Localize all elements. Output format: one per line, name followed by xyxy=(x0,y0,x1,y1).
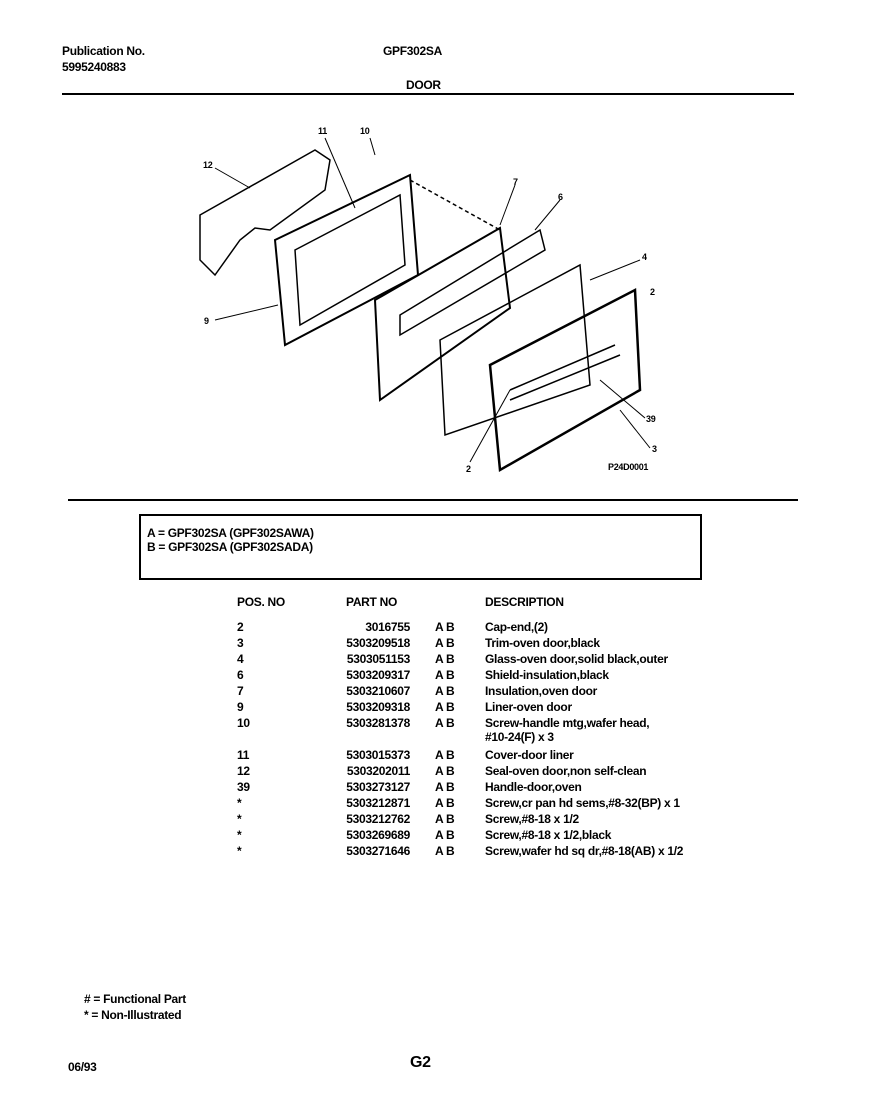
section-title: DOOR xyxy=(406,78,441,92)
model-applicability: A B xyxy=(435,716,455,730)
part-no: 5303273127 xyxy=(346,780,410,794)
model-applicability: A B xyxy=(435,700,455,714)
part-no: 5303209518 xyxy=(346,636,410,650)
pos-no: 39 xyxy=(237,780,250,794)
part-no: 3016755 xyxy=(365,620,410,634)
description: Shield-insulation,black xyxy=(485,668,609,682)
description: Screw,wafer hd sq dr,#8-18(AB) x 1/2 xyxy=(485,844,684,858)
table-header xyxy=(0,595,880,611)
part-no: 5303051153 xyxy=(346,652,410,666)
publication-number: 5995240883 xyxy=(62,60,126,74)
page-number: G2 xyxy=(410,1054,431,1071)
table-row xyxy=(0,844,880,860)
model-applicability: A B xyxy=(435,796,455,810)
pos-no: 11 xyxy=(237,748,250,762)
description: Screw,#8-18 x 1/2 xyxy=(485,812,579,826)
pos-no: * xyxy=(237,796,242,810)
table-row xyxy=(0,668,880,684)
pos-no: 3 xyxy=(237,636,244,650)
header-part: PART NO xyxy=(346,595,398,609)
callout-11: 11 xyxy=(318,126,327,136)
model-applicability: A B xyxy=(435,620,455,634)
model-key-b: B = GPF302SA (GPF302SADA) xyxy=(147,540,313,554)
model-applicability: A B xyxy=(435,764,455,778)
callout-6: 6 xyxy=(558,192,563,202)
model-number: GPF302SA xyxy=(383,44,442,58)
model-applicability: A B xyxy=(435,748,455,762)
legend-functional: # = Functional Part xyxy=(84,992,186,1006)
part-no: 5303212762 xyxy=(346,812,410,826)
header-pos: POS. NO xyxy=(237,595,285,609)
part-no: 5303212871 xyxy=(346,796,410,810)
table-row xyxy=(0,700,880,716)
part-no: 5303015373 xyxy=(346,748,410,762)
callout-4: 4 xyxy=(642,252,647,262)
table-row xyxy=(0,828,880,844)
description: Trim-oven door,black xyxy=(485,636,600,650)
publication-label: Publication No. xyxy=(62,44,145,58)
part-no: 5303209318 xyxy=(346,700,410,714)
part-no: 5303269689 xyxy=(346,828,410,842)
pos-no: 7 xyxy=(237,684,244,698)
header-divider xyxy=(62,93,794,95)
pos-no: * xyxy=(237,812,242,826)
model-applicability: A B xyxy=(435,780,455,794)
model-applicability: A B xyxy=(435,668,455,682)
part-no: 5303202011 xyxy=(346,764,410,778)
table-row xyxy=(0,780,880,796)
pos-no: 9 xyxy=(237,700,244,714)
model-applicability: A B xyxy=(435,652,455,666)
header-desc: DESCRIPTION xyxy=(485,595,564,609)
table-row xyxy=(0,764,880,780)
pos-no: 2 xyxy=(237,620,244,634)
model-applicability: A B xyxy=(435,828,455,842)
part-no: 5303281378 xyxy=(346,716,410,730)
callout-3: 3 xyxy=(652,444,657,454)
figure-id: P24D0001 xyxy=(608,462,649,472)
callout-9: 9 xyxy=(204,316,209,326)
model-applicability: A B xyxy=(435,812,455,826)
table-row xyxy=(0,716,880,744)
description: Screw-handle mtg,wafer head, xyxy=(485,716,650,730)
description: Insulation,oven door xyxy=(485,684,598,698)
part-no: 5303271646 xyxy=(346,844,410,858)
part-no: 5303210607 xyxy=(346,684,410,698)
callout-2b: 2 xyxy=(466,464,471,474)
door-exploded-diagram xyxy=(0,100,880,490)
model-applicability: A B xyxy=(435,684,455,698)
model-key-box xyxy=(139,514,702,580)
description: Glass-oven door,solid black,outer xyxy=(485,652,668,666)
table-row xyxy=(0,796,880,812)
pos-no: * xyxy=(237,828,242,842)
pos-no: * xyxy=(237,844,242,858)
table-row xyxy=(0,748,880,764)
table-row xyxy=(0,636,880,652)
description: Liner-oven door xyxy=(485,700,572,714)
description: Cap-end,(2) xyxy=(485,620,548,634)
pos-no: 6 xyxy=(237,668,244,682)
pos-no: 12 xyxy=(237,764,250,778)
table-row xyxy=(0,684,880,700)
callout-2: 2 xyxy=(650,287,655,297)
diagram-divider xyxy=(68,499,798,501)
callout-10: 10 xyxy=(360,126,370,136)
callout-39: 39 xyxy=(646,414,656,424)
callout-12: 12 xyxy=(203,160,213,170)
description: Seal-oven door,non self-clean xyxy=(485,764,647,778)
footer-date: 06/93 xyxy=(68,1060,97,1074)
pos-no: 10 xyxy=(237,716,250,730)
model-applicability: A B xyxy=(435,636,455,650)
description: Screw,#8-18 x 1/2,black xyxy=(485,828,612,842)
model-key-a: A = GPF302SA (GPF302SAWA) xyxy=(147,526,314,540)
table-row xyxy=(0,652,880,668)
description: Cover-door liner xyxy=(485,748,574,762)
model-applicability: A B xyxy=(435,844,455,858)
table-row xyxy=(0,812,880,828)
table-row xyxy=(0,620,880,636)
legend-non-illustrated: * = Non-Illustrated xyxy=(84,1008,182,1022)
description: Handle-door,oven xyxy=(485,780,582,794)
callout-7: 7 xyxy=(513,177,518,187)
pos-no: 4 xyxy=(237,652,244,666)
part-no: 5303209317 xyxy=(346,668,410,682)
description-continued: #10-24(F) x 3 xyxy=(485,730,554,744)
description: Screw,cr pan hd sems,#8-32(BP) x 1 xyxy=(485,796,680,810)
